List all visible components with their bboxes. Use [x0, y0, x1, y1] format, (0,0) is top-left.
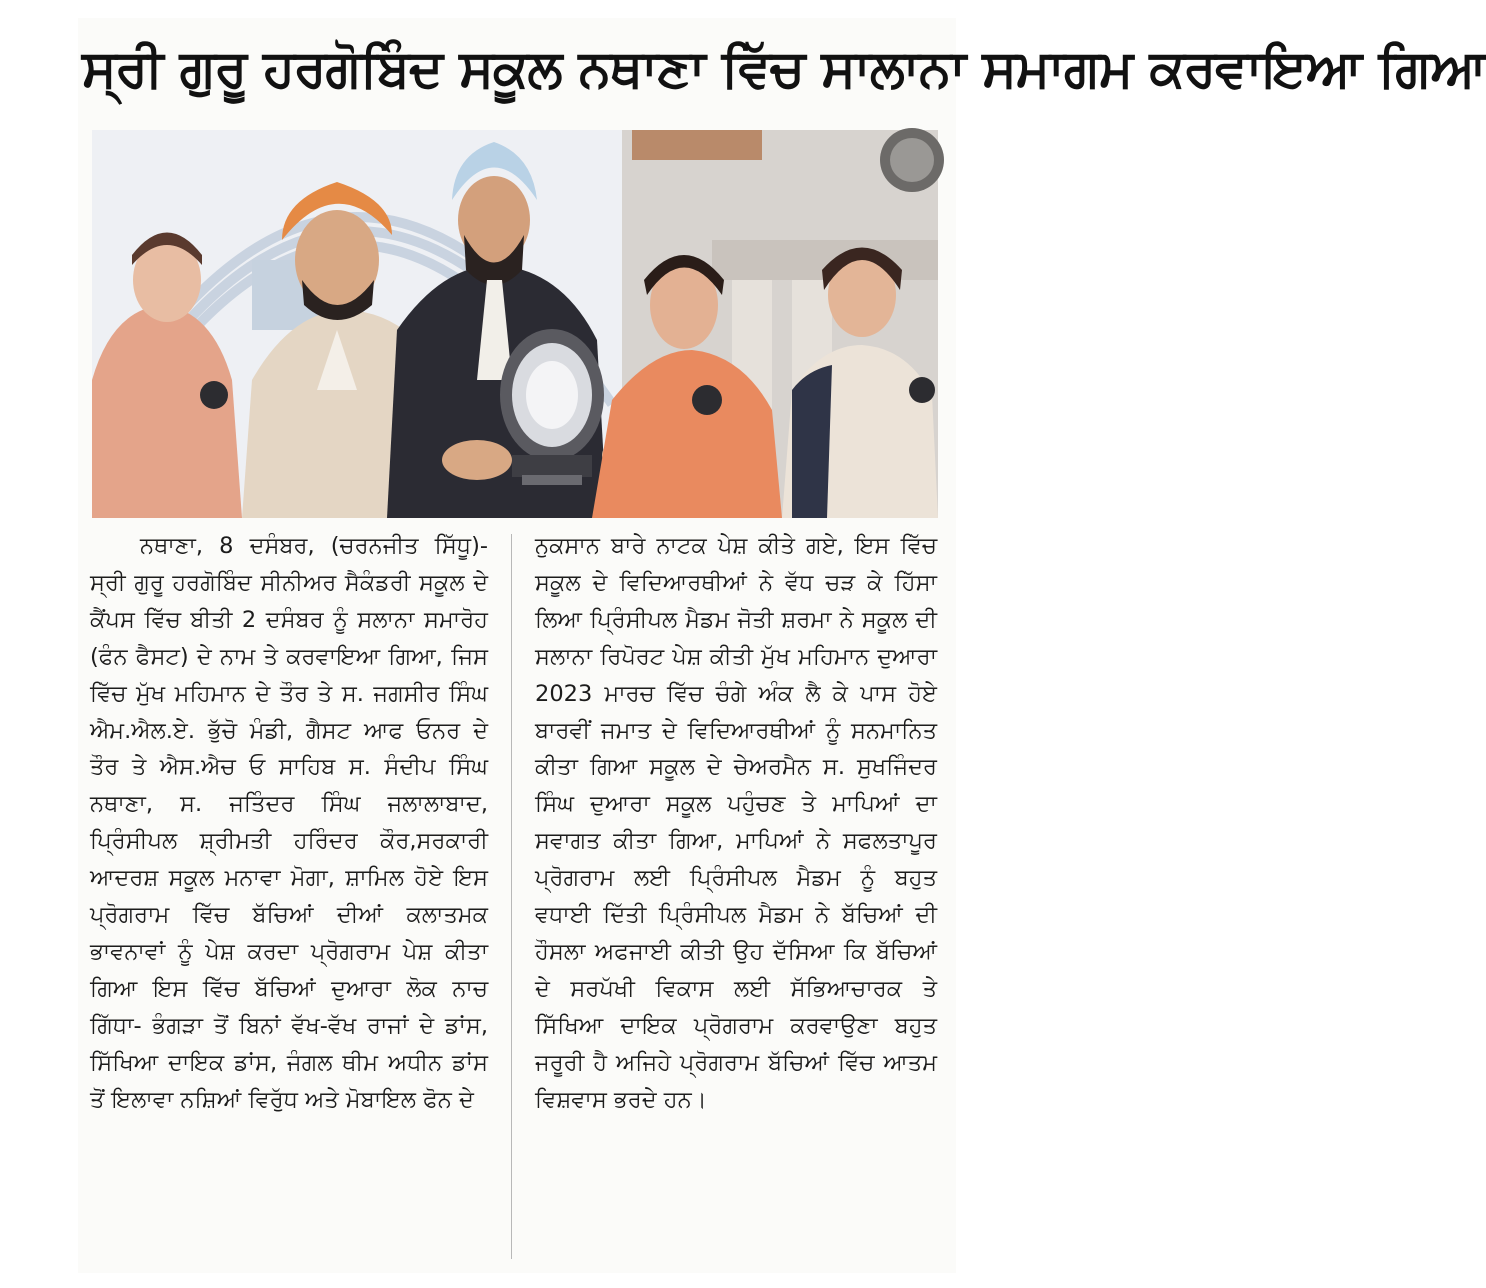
article-body-column-left — [90, 528, 488, 1268]
article-body-right: ਨੁਕਸਾਨ ਬਾਰੇ ਨਾਟਕ ਪੇਸ਼ ਕੀਤੇ ਗਏ, ਇਸ ਵਿੱਚ ਸਕੂਲ ਦੇ ਵਿਦਿਆਰਥੀਆਂ ਨੇ ਵੱਧ ਚੜ ਕੇ ਹਿੱਸਾ ਲਿਆ ਪ੍ਰਿੰਸੀਪਲ ਮੈਡਮ ਜੋਤੀ ਸ਼ਰਮਾ ਨੇ ਸਕੂਲ ਦੀ ਸਲਾਨਾ ਰਿਪੋਰਟ ਪੇਸ਼ ਕੀਤੀ ਮੁੱਖ ਮਹਿਮਾਨ ਦੁਆਰਾ 2023 ਮਾਰਚ ਵਿੱਚ ਚੰਗੇ ਅੰਕ ਲੈ ਕੇ ਪਾਸ ਹੋਏ ਬਾਰਵੀਂ ਜਮਾਤ ਦੇ ਵਿਦਿਆਰਥੀਆਂ ਨੂੰ ਸਨਮਾਨਿਤ ਕੀਤਾ ਗਿਆ ਸਕੂਲ ਦੇ ਚੇਅਰਮੈਨ ਸ. ਸੁਖਜਿੰਦਰ ਸਿੰਘ ਦੁਆਰਾ ਸਕੂਲ ਪਹੁੰਚਣ ਤੇ ਮਾਪਿਆਂ ਦਾ ਸਵਾਗਤ ਕੀਤਾ ਗਿਆ, ਮਾਪਿਆਂ ਨੇ ਸਫਲਤਾਪੂਰ ਪ੍ਰੋਗਰਾਮ ਲਈ ਪ੍ਰਿੰਸੀਪਲ ਮੈਡਮ ਨੂੰ ਬਹੁਤ ਵਧਾਈ ਦਿੱਤੀ ਪ੍ਰਿੰਸੀਪਲ ਮੈਡਮ ਨੇ ਬੱਚਿਆਂ ਦੀ ਹੌਸਲਾ ਅਫਜਾਈ ਕੀਤੀ ਉਹ ਦੱਸਿਆ ਕਿ ਬੱਚਿਆਂ ਦੇ ਸਰਪੱਖੀ ਵਿਕਾਸ ਲਈ ਸੱਭਿਆਚਾਰਕ ਤੇ ਸਿੱਖਿਆ ਦਾਇਕ ਪ੍ਰੋਗਰਾਮ ਕਰਵਾਉਣਾ ਬਹੁਤ ਜਰੂਰੀ ਹੈ ਅਜਿਹੇ ਪ੍ਰੋਗਰਾਮ ਬੱਚਿਆਂ ਵਿੱਚ ਆਤਮ ਵਿਸ਼ਵਾਸ ਭਰਦੇ ਹਨ। — [535, 533, 937, 1113]
article-body-column-right — [535, 528, 937, 1268]
event-photo — [92, 130, 938, 518]
article-body-left: ਨਥਾਣਾ, 8 ਦਸੰਬਰ, (ਚਰਨਜੀਤ ਸਿੱਧੂ)- ਸ੍ਰੀ ਗੁਰੂ ਹਰਗੋਬਿੰਦ ਸੀਨੀਅਰ ਸੈਕੰਡਰੀ ਸਕੂਲ ਦੇ ਕੈਂਪਸ ਵਿੱਚ ਬੀਤੀ 2 ਦਸੰਬਰ ਨੂੰ ਸਲਾਨਾ ਸਮਾਰੋਹ (ਫੰਨ ਫੈਸਟ) ਦੇ ਨਾਮ ਤੇ ਕਰਵਾਇਆ ਗਿਆ, ਜਿਸ ਵਿੱਚ ਮੁੱਖ ਮਹਿਮਾਨ ਦੇ ਤੌਰ ਤੇ ਸ. ਜਗਸੀਰ ਸਿੰਘ ਐਮ.ਐਲ.ਏ. ਭੁੱਚੋ ਮੰਡੀ, ਗੈਸਟ ਆਫ ਓਨਰ ਦੇ ਤੌਰ ਤੇ ਐਸ.ਐਚ ਓ ਸਾਹਿਬ ਸ. ਸੰਦੀਪ ਸਿੰਘ ਨਥਾਣਾ, ਸ. ਜਤਿੰਦਰ ਸਿੰਘ ਜਲਾਲਾਬਾਦ, ਪ੍ਰਿੰਸੀਪਲ ਸ਼੍ਰੀਮਤੀ ਹਰਿੰਦਰ ਕੌਰ,ਸਰਕਾਰੀ ਆਦਰਸ਼ ਸਕੂਲ ਮਨਾਵਾ ਮੋਗਾ, ਸ਼ਾਮਿਲ ਹੋਏ ਇਸ ਪ੍ਰੋਗਰਾਮ ਵਿੱਚ ਬੱਚਿਆਂ ਦੀਆਂ ਕਲਾਤਮਕ ਭਾਵਨਾਵਾਂ ਨੂੰ ਪੇਸ਼ ਕਰਦਾ ਪ੍ਰੋਗਰਾਮ ਪੇਸ਼ ਕੀਤਾ ਗਿਆ ਇਸ ਵਿੱਚ ਬੱਚਿਆਂ ਦੁਆਰਾ ਲੋਕ ਨਾਚ ਗਿੱਧਾ- ਭੰਗੜਾ ਤੋਂ ਬਿਨਾਂ ਵੱਖ-ਵੱਖ ਰਾਜਾਂ ਦੇ ਡਾਂਸ, ਸਿੱਖਿਆ ਦਾਇਕ ਡਾਂਸ, ਜੰਗਲ ਥੀਮ ਅਧੀਨ ਡਾਂਸ ਤੋਂ ਇਲਾਵਾ ਨਸ਼ਿਆਂ ਵਿਰੁੱਧ ਅਤੇ ਮੋਬਾਇਲ ਫੋਨ ਦੇ — [90, 533, 488, 1113]
column-divider — [511, 534, 512, 1259]
article-headline: ਸ੍ਰੀ ਗੁਰੂ ਹਰਗੋਬਿੰਦ ਸਕੂਲ ਨਥਾਣਾ ਵਿੱਚ ਸਾਲਾਨਾ ਸਮਾਗਮ ਕਰਵਾਇਆ ਗਿਆ — [82, 39, 1486, 99]
